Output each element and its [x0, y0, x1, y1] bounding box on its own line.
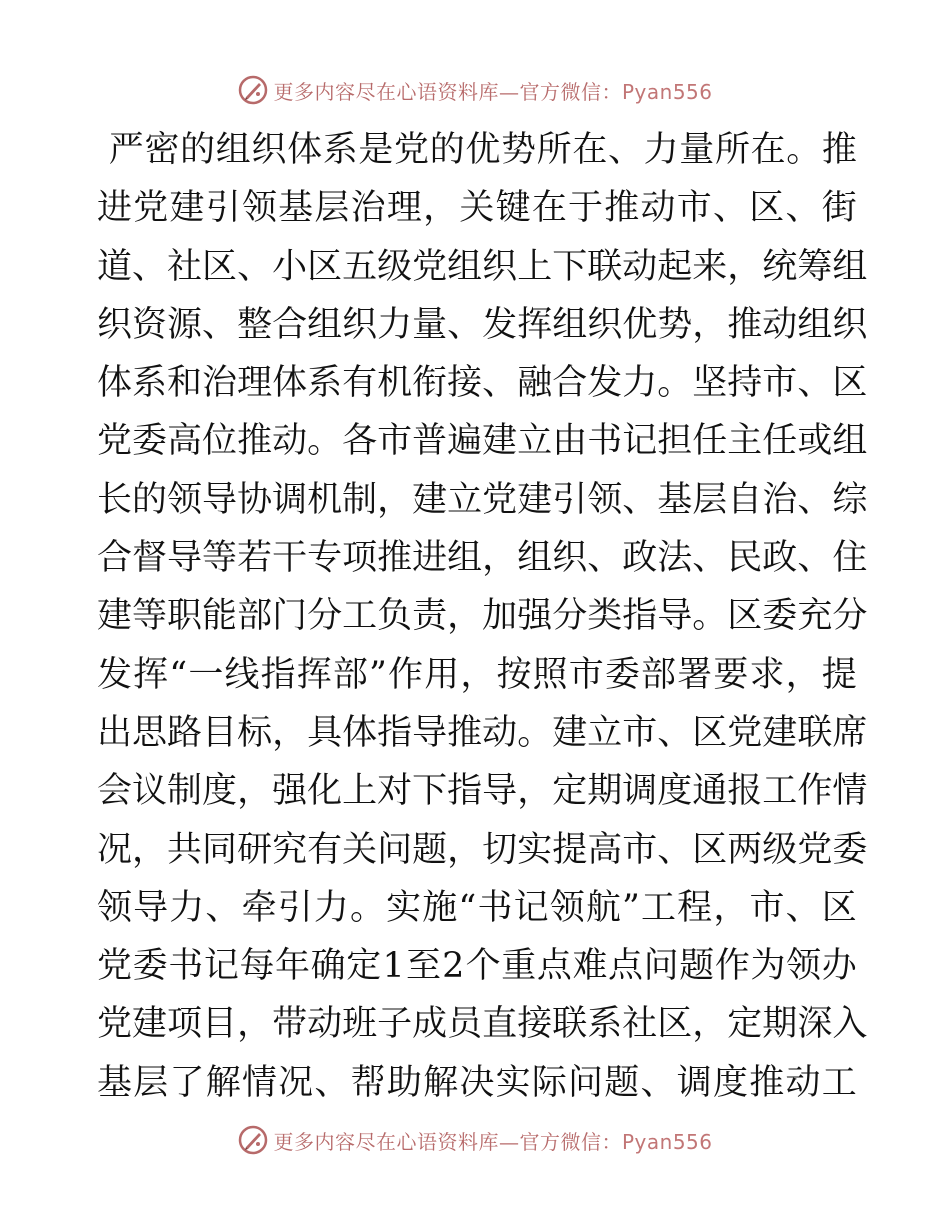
text-line: 体 系 和 治 理 体 系 有 机 衔 接 、 融 合 发 力 。 坚 持 市 、 区 — [97, 363, 868, 404]
footer-watermark — [0, 1120, 950, 1160]
text-line: 领 导 力 、 牵 引 力 。 实 施 “ 书 记 领 航 ” 工 程 ， 市 、 区 — [97, 887, 857, 928]
header-watermark — [0, 70, 950, 110]
pen-circle-logo-icon — [237, 1124, 269, 1156]
text-line: 党 委 书 记 每 年 确 定 1 至 2 个 重 点 难 点 问 题 作 为 领 办 — [97, 946, 857, 987]
text-line: 况 ， 共 同 研 究 有 关 问 题 ， 切 实 提 高 市 、 区 两 级 党 委 — [97, 829, 868, 870]
text-line: 合 督 导 等 若 干 专 项 推 进 组 ， 组 织 、 政 法 、 民 政 、 住 — [97, 538, 868, 579]
watermark-text — [273, 76, 712, 105]
watermark-text — [273, 1126, 712, 1155]
text-line: 建 等 职 能 部 门 分 工 负 责 ， 加 强 分 类 指 导 。 区 委 充 分 — [97, 596, 868, 637]
document-body — [97, 121, 868, 1112]
pen-circle-logo-icon — [237, 74, 269, 106]
text-line: 进 党 建 引 领 基 层 治 理 ， 关 键 在 于 推 动 市 、 区 、 街 — [97, 188, 857, 229]
text-line: 织 资 源 、 整 合 组 织 力 量 、 发 挥 组 织 优 势 ， 推 动 组 织 — [97, 304, 868, 345]
text-line: 党 委 高 位 推 动 。 各 市 普 遍 建 立 由 书 记 担 任 主 任 或 组 — [97, 421, 868, 462]
text-line: 严 密 的 组 织 体 系 是 党 的 优 势 所 在 、 力 量 所 在 。 推 — [108, 130, 857, 170]
watermark-wechat-id: Pyan556 — [621, 1129, 713, 1154]
text-line: 会 议 制 度 ， 强 化 上 对 下 指 导 ， 定 期 调 度 通 报 工 作 情 — [97, 771, 868, 812]
text-line: 长 的 领 导 协 调 机 制 ， 建 立 党 建 引 领 、 基 层 自 治 、 综 — [97, 479, 868, 520]
watermark-wechat-id: Pyan556 — [621, 79, 713, 104]
text-line: 出 思 路 目 标 ， 具 体 指 导 推 动 。 建 立 市 、 区 党 建 联 席 — [97, 712, 868, 753]
text-line: 党 建 项 目 ， 带 动 班 子 成 员 直 接 联 系 社 区 ， 定 期 深 入 — [97, 1004, 868, 1045]
watermark-cn-text: 更多内容尽在心语资料库—官方微信： — [273, 1129, 622, 1154]
text-line: 发 挥 “ 一 线 指 挥 部 ” 作 用 ， 按 照 市 委 部 署 要 求 ， 提 — [97, 654, 857, 695]
text-line: 道 、 社 区 、 小 区 五 级 党 组 织 上 下 联 动 起 来 ， 统 筹 组 — [97, 246, 868, 287]
watermark-cn-text: 更多内容尽在心语资料库—官方微信： — [273, 79, 622, 104]
text-line: 基 层 了 解 情 况 、 帮 助 解 决 实 际 问 题 、 调 度 推 动 工 — [97, 1062, 857, 1103]
